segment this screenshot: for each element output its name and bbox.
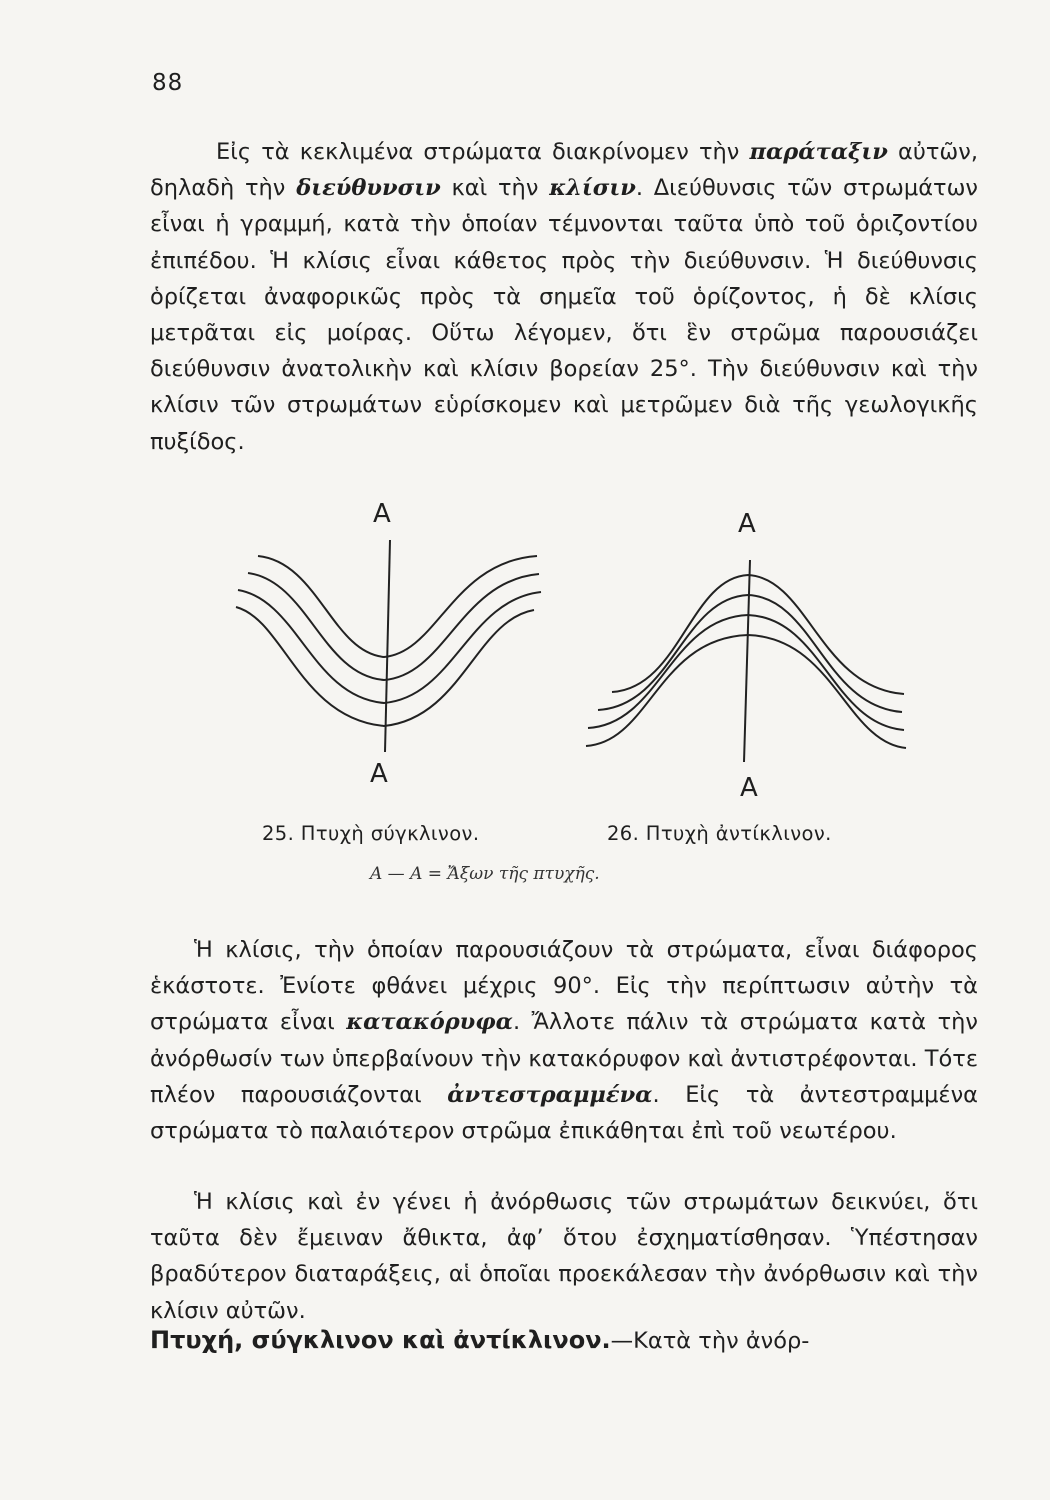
paragraph-text: . Διεύθυνσις τῶν στρωμάτων εἶναι ἡ γραμμή, κατὰ τὴν ὁποίαν τέμνονται ταῦτα ὑπὸ τοῦ ὁριζοντίου ἐπιπέδου. Ἡ κλίσις εἶναι κάθετος πρὸς τὴν διεύθυνσιν. Ἡ διεύθυνσις ὁρίζεται ἀναφορικῶς πρὸς τὰ σημεῖα τοῦ ὁρίζοντος, ἡ δὲ κλίσις μετρᾶται εἰς μοίρας. Οὕτω λέγομεν, ὅτι ἓν στρῶμα παρουσιάζει διεύθυνσιν ἀνατολικὴν καὶ κλίσιν βορείαν 25°. Τὴν διεύθυνσιν καὶ τὴν κλίσιν τῶν στρωμάτων εὑρίσκομεν καὶ μετρῶμεν διὰ τῆς γεωλογικῆς πυξίδος. — [150, 175, 978, 455]
paragraph-fold-heading — [150, 1322, 978, 1359]
axis-label-bottom: A — [370, 759, 388, 789]
axis-label-top: A — [738, 509, 756, 539]
axis-label-top: A — [373, 499, 391, 529]
anticline-layer — [598, 595, 902, 712]
syncline-layer — [248, 573, 539, 680]
emphasis-term: κλίσιν — [549, 175, 636, 202]
figure-25-caption: 25. Πτυχὴ σύγκλινον. — [262, 822, 480, 845]
paragraph-strike-dip — [150, 134, 978, 460]
paragraph-text: . Ἄλλοτε πάλιν τὰ στρώματα κατὰ τὴν ἀνόρθωσίν των ὑπερβαίνουν τὴν κατακόρυφον καὶ ἀντιστρέφονται. Τότε πλέον παρουσιάζονται — [150, 1009, 978, 1108]
emphasis-term: ἀντεστραμμένα — [447, 1081, 653, 1108]
figure-legend: Α — Α = Ἄξων τῆς πτυχῆς. — [370, 864, 600, 884]
paragraph-text: . Εἰς τὰ ἀντεστραμμένα στρώματα τὸ παλαιότερον στρῶμα ἐπικάθηται ἐπὶ τοῦ νεωτέρου. — [150, 1081, 978, 1145]
page-number: 88 — [152, 70, 184, 96]
paragraph-disturbance — [150, 1184, 978, 1329]
paragraph-text: Εἰς τὰ κεκλιμένα στρώματα διακρίνομεν τὴν — [216, 139, 750, 165]
section-heading: Πτυχή, σύγκλινον καὶ ἀντίκλινον. — [150, 1326, 611, 1354]
anticline-axis — [744, 560, 750, 762]
anticline-figure — [586, 509, 906, 803]
paragraph-dip-vertical — [150, 932, 978, 1149]
fold-figures — [0, 470, 1050, 810]
axis-label-bottom: A — [740, 773, 758, 803]
paragraph-text: Ἡ κλίσις, τὴν ὁποίαν παρουσιάζουν τὰ στρώματα, εἶναι διάφορος ἑκάστοτε. Ἐνίοτε φθάνει μέχρις 90°. Εἰς τὴν περίπτωσιν αὐτὴν τὰ στρώματα εἶναι — [150, 937, 978, 1036]
syncline-figure — [236, 499, 541, 789]
syncline-layer — [236, 607, 534, 726]
paragraph-text: καὶ τὴν — [440, 175, 550, 202]
anticline-layer — [612, 575, 904, 694]
paragraph-text: αὐτῶν, δηλαδὴ τὴν — [150, 139, 978, 202]
emphasis-term: παράταξιν — [749, 139, 888, 165]
paragraph-text: —Κατὰ τὴν ἀνόρ- — [610, 1328, 810, 1354]
syncline-axis — [385, 540, 390, 752]
emphasis-term: διεύθυνσιν — [296, 175, 441, 202]
paragraph-text: Ἡ κλίσις καὶ ἐν γένει ἡ ἀνόρθωσις τῶν στρωμάτων δεικνύει, ὅτι ταῦτα δὲν ἔμειναν ἄθικτα, ἀφ’ ὅτου ἐσχηματίσθησαν. Ὑπέστησαν βραδύτερον διαταράξεις, αἱ ὁποῖαι προεκάλεσαν τὴν ἀνόρθωσιν καὶ τὴν κλίσιν αὐτῶν. — [150, 1189, 978, 1324]
figure-26-caption: 26. Πτυχὴ ἀντίκλινον. — [607, 822, 832, 845]
syncline-layer — [238, 590, 541, 703]
emphasis-term: κατακόρυφα — [346, 1009, 513, 1036]
